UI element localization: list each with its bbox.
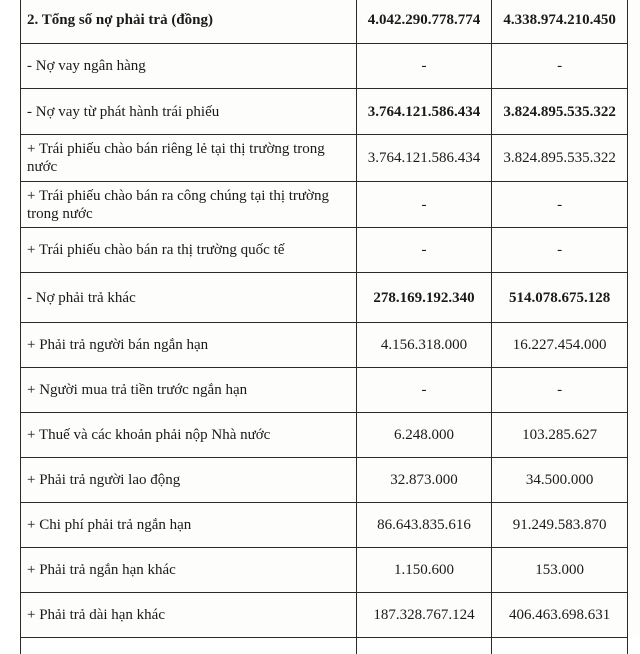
table-row xyxy=(21,0,628,44)
row-label: - Nợ vay từ phát hành trái phiếu xyxy=(21,89,357,135)
row-value-period-2: 153.000 xyxy=(492,548,628,593)
table-row-partial xyxy=(21,638,628,654)
row-value-period-1: - xyxy=(356,182,492,228)
row-label: + Chi phí phải trả ngắn hạn xyxy=(21,503,357,548)
row-value-period-1: - xyxy=(356,368,492,413)
row-value-period-2: - xyxy=(492,228,628,273)
document-page xyxy=(20,0,640,635)
row-value-period-1: 4.042.290.778.774 xyxy=(356,0,492,44)
row-label: + Phải trả người bán ngắn hạn xyxy=(21,323,357,368)
row-label: + Trái phiếu chào bán ra công chúng tại thị trường trong nước xyxy=(21,182,357,228)
row-value-period-1: 278.169.192.340 xyxy=(356,273,492,323)
row-value-period-1: 6.248.000 xyxy=(356,413,492,458)
row-value-period-2: 103.285.627 xyxy=(492,413,628,458)
row-value-period-2: - xyxy=(492,368,628,413)
row-value-period-1: 187.328.767.124 xyxy=(356,593,492,638)
table-row xyxy=(21,182,628,228)
row-value-period-1: - xyxy=(356,228,492,273)
row-value-period-1: 32.873.000 xyxy=(356,458,492,503)
table-row xyxy=(21,458,628,503)
row-value-period-2: 406.463.698.631 xyxy=(492,593,628,638)
row-label: + Thuế và các khoản phải nộp Nhà nước xyxy=(21,413,357,458)
row-value-empty xyxy=(492,638,628,654)
row-value-period-2: 3.824.895.535.322 xyxy=(492,135,628,182)
table-row xyxy=(21,368,628,413)
table-row xyxy=(21,273,628,323)
table-row xyxy=(21,89,628,135)
row-value-period-2: 16.227.454.000 xyxy=(492,323,628,368)
row-value-period-1: 3.764.121.586.434 xyxy=(356,89,492,135)
row-value-period-1: 3.764.121.586.434 xyxy=(356,135,492,182)
row-value-period-2: - xyxy=(492,44,628,89)
row-label: - Nợ phải trả khác xyxy=(21,273,357,323)
row-value-period-2: - xyxy=(492,182,628,228)
row-value-empty xyxy=(356,638,492,654)
row-label: + Phải trả dài hạn khác xyxy=(21,593,357,638)
row-value-period-2: 514.078.675.128 xyxy=(492,273,628,323)
row-value-period-1: 86.643.835.616 xyxy=(356,503,492,548)
row-value-period-2: 4.338.974.210.450 xyxy=(492,0,628,44)
row-label: + Phải trả người lao động xyxy=(21,458,357,503)
row-value-period-2: 91.249.583.870 xyxy=(492,503,628,548)
table-row xyxy=(21,413,628,458)
table-row xyxy=(21,593,628,638)
row-value-period-1: 1.150.600 xyxy=(356,548,492,593)
row-label: - Nợ vay ngân hàng xyxy=(21,44,357,89)
table-row xyxy=(21,228,628,273)
row-label: + Người mua trả tiền trước ngắn hạn xyxy=(21,368,357,413)
table-row xyxy=(21,135,628,182)
row-label: + Phải trả ngắn hạn khác xyxy=(21,548,357,593)
row-label-empty xyxy=(21,638,357,654)
row-label: 2. Tổng số nợ phải trả (đồng) xyxy=(21,0,357,44)
table-row xyxy=(21,44,628,89)
row-label: + Trái phiếu chào bán ra thị trường quốc tế xyxy=(21,228,357,273)
row-label: + Trái phiếu chào bán riêng lẻ tại thị trường trong nước xyxy=(21,135,357,182)
row-value-period-2: 3.824.895.535.322 xyxy=(492,89,628,135)
row-value-period-1: 4.156.318.000 xyxy=(356,323,492,368)
table-row xyxy=(21,503,628,548)
liabilities-table xyxy=(20,0,628,654)
row-value-period-1: - xyxy=(356,44,492,89)
table-row xyxy=(21,548,628,593)
row-value-period-2: 34.500.000 xyxy=(492,458,628,503)
table-row xyxy=(21,323,628,368)
